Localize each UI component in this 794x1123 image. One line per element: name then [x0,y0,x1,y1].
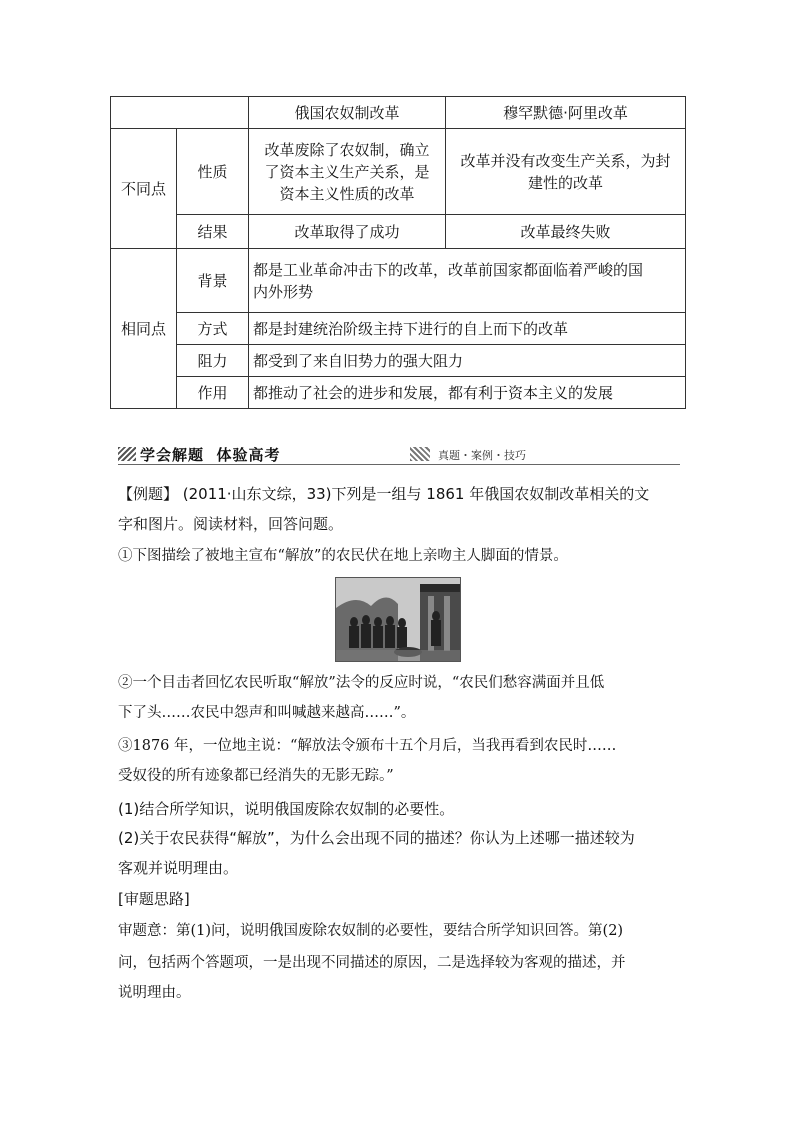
header-ali: 穆罕默德·阿里改革 [446,97,686,129]
comparison-table [110,96,686,409]
illustration-peasants-kneeling [335,577,461,662]
row-label-method: 方式 [177,313,249,345]
cell-effect: 都推动了社会的进步和发展，都有利于资本主义的发展 [249,377,686,409]
material-2-line-1: ②一个目击者回忆农民听取“解放”法令的反应时说，“农民们愁容满面并且低 [118,675,605,691]
cell-ali-result: 改革最终失败 [446,215,686,249]
row-label-background: 背景 [177,249,249,313]
engraving-image [336,578,460,661]
cell-resistance: 都受到了来自旧势力的强大阻力 [249,345,686,377]
analysis-line-1: 审题意：第(1)问，说明俄国废除农奴制的必要性，要结合所学知识回答。第(2) [118,923,624,939]
row-label-resistance: 阻力 [177,345,249,377]
analysis-line-2: 问，包括两个答题项，一是出现不同描述的原因，二是选择较为客观的描述，并 [118,955,626,971]
group-similarities: 相同点 [111,249,177,409]
example-line-1: 【例题】 (2011·山东文综，33)下列是一组与 1861 年俄国农奴制改革相关的文 [118,485,650,503]
cell-method: 都是封建统治阶级主持下进行的自上而下的改革 [249,313,686,345]
question-1: (1)结合所学知识，说明俄国废除农奴制的必要性。 [118,800,455,818]
material-3-line-2: 受奴役的所有迹象都已经消失的无影无踪。” [118,768,394,784]
hatch-decoration-icon [410,447,430,461]
hatch-decoration-icon [118,447,136,461]
cell-background: 都是工业革命冲击下的改革，改革前国家都面临着严峻的国 内外形势 [249,249,686,313]
cell-ali-nature: 改革并没有改变生产关系，为封 建性的改革 [446,129,686,215]
cell-russia-nature: 改革废除了农奴制，确立 了资本主义生产关系，是 资本主义性质的改革 [249,129,446,215]
material-1: ①下图描绘了被地主宣布“解放”的农民伏在地上亲吻主人脚面的情景。 [118,548,568,564]
material-2-line-2: 下了头……农民中怨声和叫喊越来越高……”。 [118,705,416,721]
question-2-line-1: (2)关于农民获得“解放”，为什么会出现不同的描述？你认为上述哪一描述较为 [118,829,635,847]
row-label-result: 结果 [177,215,249,249]
section-subtitle: 真题・案例・技巧 [438,449,526,462]
header-empty-cell [111,97,249,129]
row-label-nature: 性质 [177,129,249,215]
header-russia: 俄国农奴制改革 [249,97,446,129]
example-line-2: 字和图片。阅读材料，回答问题。 [118,515,344,533]
row-label-effect: 作用 [177,377,249,409]
section-header [118,444,680,466]
cell-russia-result: 改革取得了成功 [249,215,446,249]
section-title: 学会解题 体验高考 [140,446,281,464]
analysis-line-3: 说明理由。 [118,985,191,1001]
group-differences: 不同点 [111,129,177,249]
analysis-heading: [审题思路] [118,890,190,908]
material-3-line-1: ③1876 年，一位地主说：“解放法令颁布十五个月后，当我再看到农民时…… [118,738,617,754]
section-divider [118,464,680,465]
question-2-line-2: 客观并说明理由。 [118,859,239,877]
